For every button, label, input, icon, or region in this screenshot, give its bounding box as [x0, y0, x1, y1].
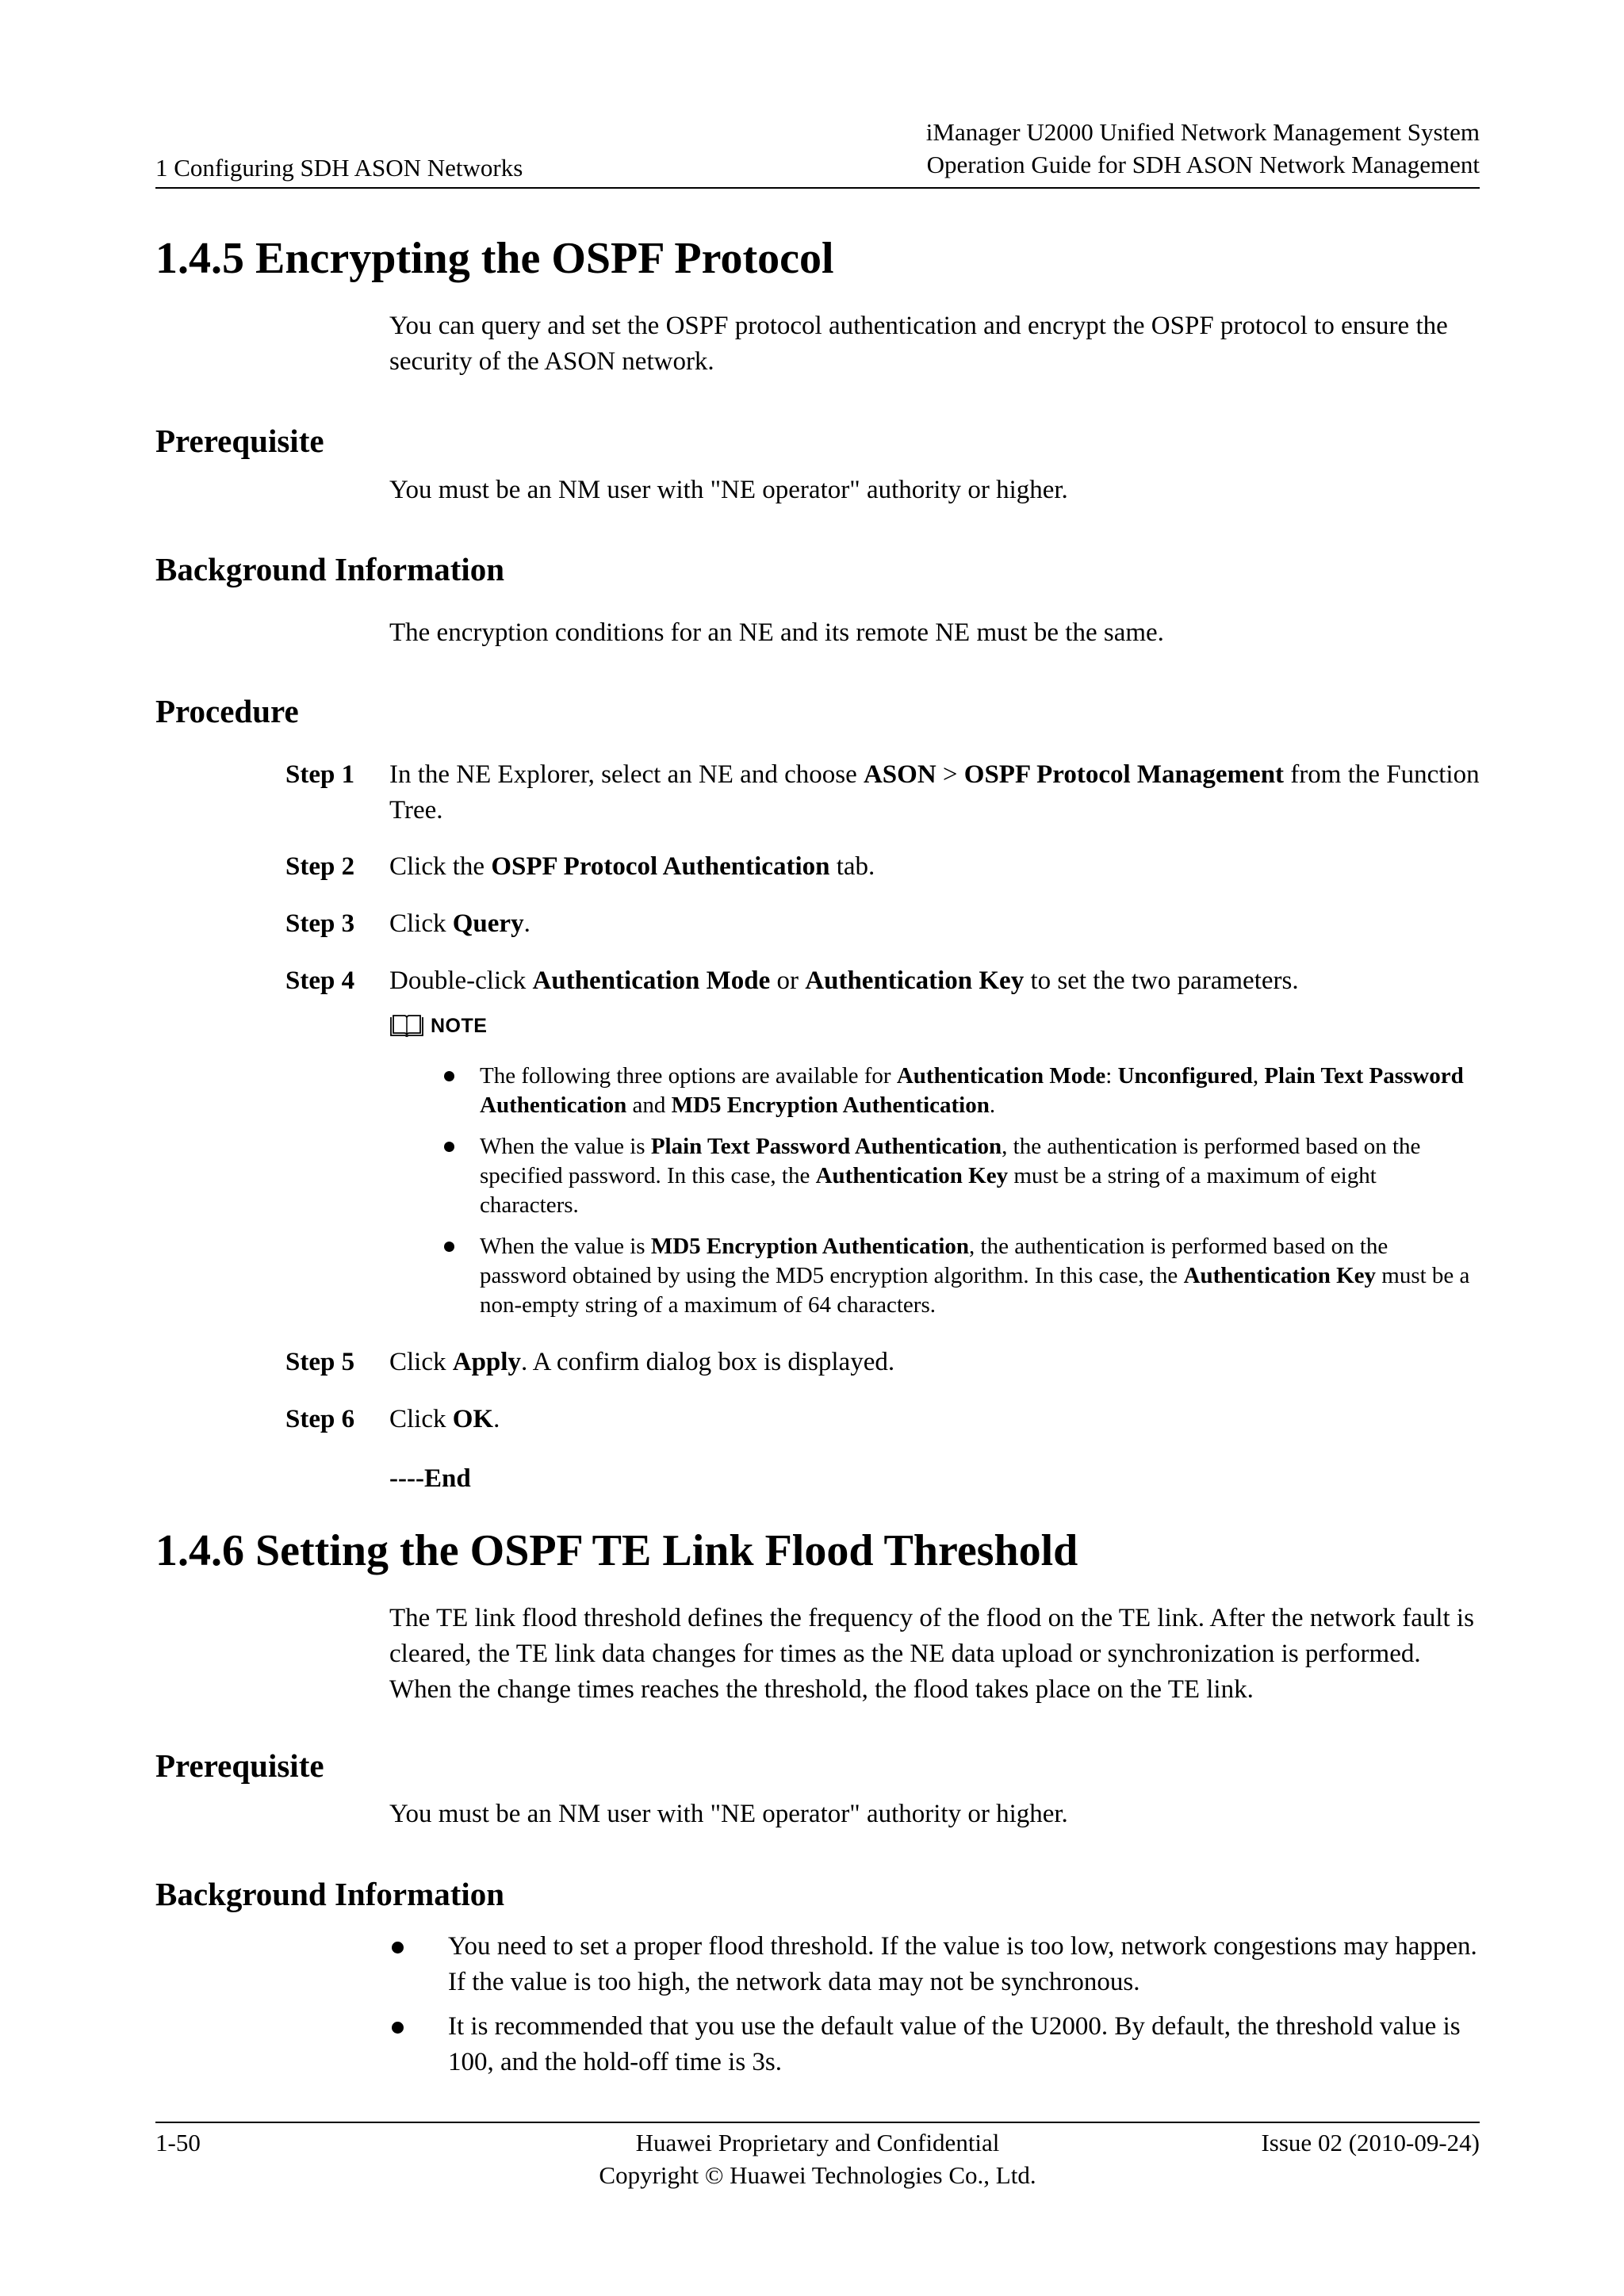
prerequisite-heading: Prerequisite — [155, 423, 324, 459]
step-text: Double-click Authentication Mode or Authentication Key to set the two parameters. — [389, 966, 1299, 995]
background-bullet-1 — [389, 1929, 1480, 2000]
section-title-1-4-6: 1.4.6 Setting the OSPF TE Link Flood Threshold — [155, 1526, 1078, 1575]
background-heading-2: Background Information — [155, 1876, 505, 1912]
header-guide: Operation Guide for SDH ASON Network Management — [926, 151, 1480, 178]
section-intro-1-4-6: The TE link flood threshold defines the frequency of the flood on the TE link. After the network fault is cleared, the TE link data changes for times as the NE data upload or synchronization is performed. When the change times reaches the threshold, the flood takes place on the TE link. — [389, 1604, 1474, 1704]
bullet-dot — [444, 1242, 454, 1252]
step-5 — [285, 1345, 1480, 1380]
step-2 — [285, 849, 1480, 885]
prerequisite-heading-2: Prerequisite — [155, 1747, 324, 1784]
step-label: Step 3 — [285, 909, 355, 938]
page-header — [155, 116, 1480, 189]
prerequisite-text-2: You must be an NM user with "NE operator" authority or higher. — [389, 1800, 1068, 1828]
step-6 — [285, 1402, 1480, 1437]
step-text: Click the OSPF Protocol Authentication tab. — [389, 852, 875, 881]
bullet-dot — [444, 1071, 454, 1081]
step-4 — [285, 963, 1480, 999]
procedure-heading: Procedure — [155, 693, 299, 729]
background-bullet-2 — [389, 2009, 1480, 2080]
step-1 — [285, 757, 1480, 828]
note-title: NOTE — [431, 1014, 488, 1037]
step-3 — [285, 906, 1480, 942]
note-item-text: When the value is MD5 Encryption Authentication, the authentication is performed based on the password obtained by using the MD5 encryption algorithm. In this case, the Authentication Key must be a non-empty string of a maximum of 64 characters. — [480, 1234, 1470, 1318]
procedure-end: ----End — [389, 1464, 471, 1493]
bullet-dot — [392, 1942, 404, 1954]
header-title-block — [926, 116, 1480, 181]
prerequisite-text: You must be an NM user with "NE operator" authority or higher. — [389, 476, 1068, 504]
step-text: In the NE Explorer, select an NE and choose ASON > OSPF Protocol Management from the Function Tree. — [389, 760, 1480, 825]
footer-copyright: Copyright © Huawei Technologies Co., Ltd. — [599, 2161, 1036, 2189]
note-item-3 — [444, 1232, 1480, 1320]
header-rule — [155, 187, 1480, 189]
step-text: Click OK. — [389, 1405, 500, 1433]
step-label: Step 2 — [285, 852, 355, 881]
step-label: Step 6 — [285, 1405, 355, 1433]
note-item-2 — [444, 1132, 1480, 1220]
header-product: iManager U2000 Unified Network Management System — [925, 118, 1480, 146]
page-footer — [155, 2122, 1480, 2201]
step-text: Click Query. — [389, 909, 530, 938]
footer-rule — [155, 2122, 1480, 2123]
step-label: Step 4 — [285, 966, 355, 995]
step-label: Step 5 — [285, 1348, 355, 1376]
header-chapter: 1 Configuring SDH ASON Networks — [155, 154, 523, 182]
section-intro-1-4-5: You can query and set the OSPF protocol authentication and encrypt the OSPF protocol to ensure the security of the ASON network. — [389, 312, 1448, 376]
note-header — [389, 1012, 487, 1040]
bullet-text: You need to set a proper flood threshold. If the value is too low, network congestions may happen. If the value is too high, the network data may not be synchronous. — [448, 1932, 1477, 1996]
footer-issue: Issue 02 (2010-09-24) — [1261, 2129, 1480, 2156]
bullet-dot — [392, 2022, 404, 2034]
footer-confidential: Huawei Proprietary and Confidential — [635, 2129, 1000, 2156]
background-text: The encryption conditions for an NE and its remote NE must be the same. — [389, 618, 1164, 647]
note-item-1 — [444, 1062, 1480, 1120]
step-text: Click Apply. A confirm dialog box is displayed. — [389, 1348, 895, 1376]
footer-page-number: 1-50 — [155, 2129, 201, 2156]
note-item-text: When the value is Plain Text Password Authentication, the authentication is performed based on the specified password. In this case, the Authentication Key must be a string of a maximum of eight characters. — [480, 1134, 1421, 1218]
section-title-1-4-5: 1.4.5 Encrypting the OSPF Protocol — [155, 234, 834, 283]
step-label: Step 1 — [285, 760, 355, 789]
bullet-dot — [444, 1142, 454, 1152]
note-item-text: The following three options are available for Authentication Mode: Unconfigured, Plain Text Password Authentication and MD5 Encryption Authentication. — [480, 1063, 1464, 1118]
bullet-text: It is recommended that you use the default value of the U2000. By default, the threshold value is 100, and the hold-off time is 3s. — [448, 2012, 1461, 2076]
background-heading: Background Information — [155, 551, 505, 587]
book-icon — [389, 1014, 424, 1038]
